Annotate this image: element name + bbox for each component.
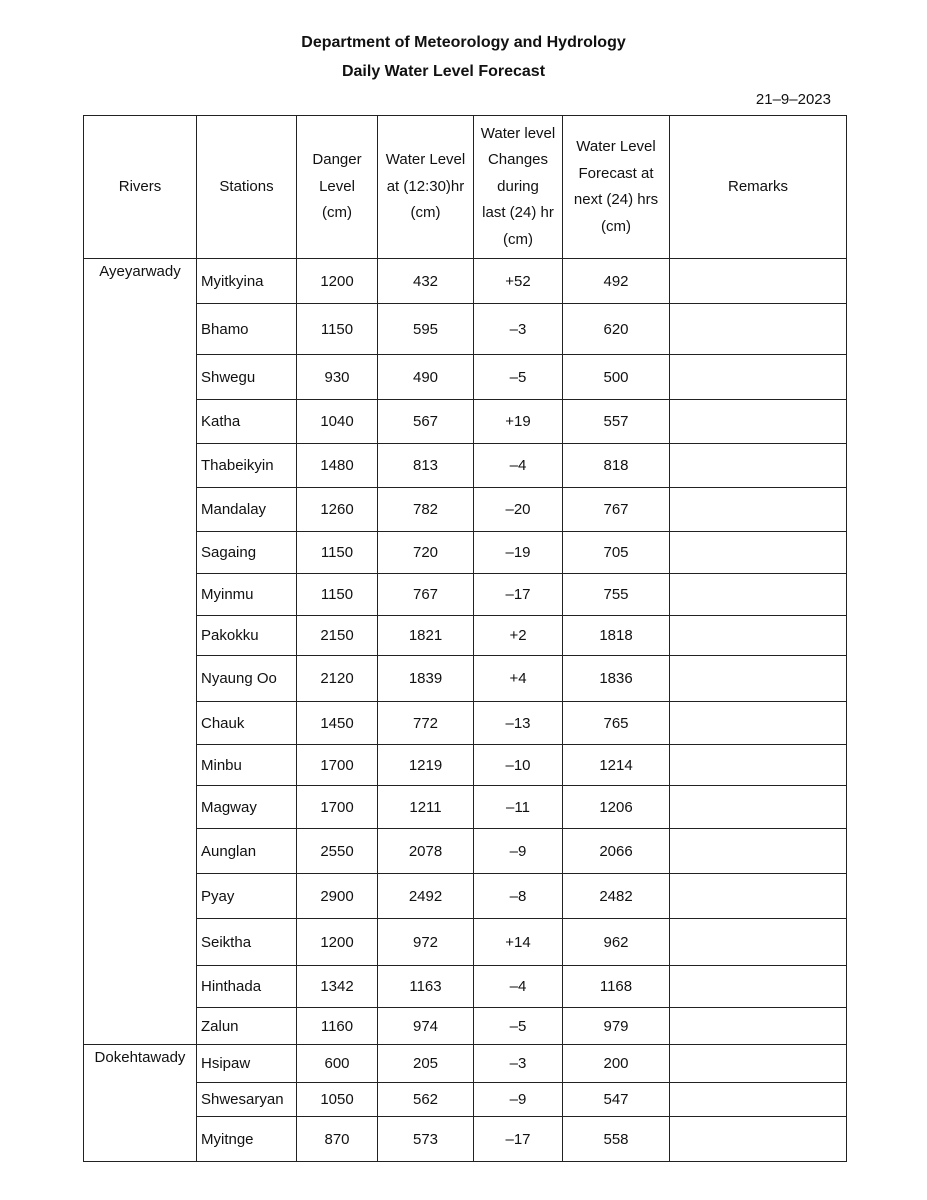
forecast-cell: 962	[563, 919, 670, 966]
remarks-cell	[670, 355, 847, 400]
header-line: Rivers	[118, 177, 162, 195]
header-line: (cm)	[601, 217, 631, 235]
danger-level-cell: 1260	[297, 488, 378, 532]
forecast-cell: 979	[563, 1008, 670, 1045]
level-change-cell: +14	[474, 919, 563, 966]
table-row	[84, 488, 847, 532]
table-row	[84, 1008, 847, 1045]
danger-level-cell: 1150	[297, 574, 378, 616]
danger-level-cell: 1150	[297, 532, 378, 574]
forecast-cell: 500	[563, 355, 670, 400]
danger-level-cell: 1480	[297, 444, 378, 488]
remarks-cell	[670, 259, 847, 304]
header-line: (cm)	[322, 204, 352, 222]
remarks-cell	[670, 656, 847, 702]
danger-level-cell: 870	[297, 1117, 378, 1162]
station-name: Myinmu	[197, 574, 297, 616]
station-name: Minbu	[197, 745, 297, 786]
table-row	[84, 702, 847, 745]
table-row	[84, 1045, 847, 1083]
header-line: Water Level	[576, 138, 656, 155]
level-change-cell: +2	[474, 616, 563, 656]
remarks-cell	[670, 919, 847, 966]
danger-level-cell: 930	[297, 355, 378, 400]
water-level-cell: 1163	[378, 966, 474, 1008]
table-row	[84, 1117, 847, 1162]
remarks-cell	[670, 1045, 847, 1083]
level-change-cell: +19	[474, 400, 563, 444]
header-line: during	[497, 177, 539, 195]
station-name: Hinthada	[197, 966, 297, 1008]
water-level-cell: 2078	[378, 829, 474, 874]
danger-level-cell: 2900	[297, 874, 378, 919]
forecast-cell: 557	[563, 400, 670, 444]
remarks-cell	[670, 1008, 847, 1045]
level-change-cell: –19	[474, 532, 563, 574]
forecast-cell: 492	[563, 259, 670, 304]
header-line: Stations	[219, 177, 274, 195]
water-level-cell: 490	[378, 355, 474, 400]
water-level-cell: 1219	[378, 745, 474, 786]
station-name: Chauk	[197, 702, 297, 745]
danger-level-cell: 1342	[297, 966, 378, 1008]
level-change-header	[474, 116, 563, 259]
water-level-cell: 205	[378, 1045, 474, 1083]
forecast-cell: 1836	[563, 656, 670, 702]
forecast-cell: 767	[563, 488, 670, 532]
table-row	[84, 259, 847, 304]
header-line: Forecast at	[578, 164, 654, 182]
header-line: Remarks	[727, 177, 788, 195]
water-level-cell: 573	[378, 1117, 474, 1162]
remarks-cell	[670, 304, 847, 355]
table-row	[84, 829, 847, 874]
table-row	[84, 355, 847, 400]
level-change-cell: –20	[474, 488, 563, 532]
table-row	[84, 786, 847, 829]
danger-level-cell: 1200	[297, 259, 378, 304]
water-level-cell: 813	[378, 444, 474, 488]
table-row	[84, 656, 847, 702]
station-name: Katha	[197, 400, 297, 444]
level-change-cell: –13	[474, 702, 563, 745]
level-change-cell: –8	[474, 874, 563, 919]
level-change-cell: –4	[474, 966, 563, 1008]
forecast-cell: 1168	[563, 966, 670, 1008]
header-line: next (24) hrs	[573, 191, 659, 208]
level-change-cell: –17	[474, 1117, 563, 1162]
water-level-cell: 1211	[378, 786, 474, 829]
header-line: (cm)	[503, 230, 533, 248]
forecast-cell: 547	[563, 1083, 670, 1117]
table-row	[84, 745, 847, 786]
forecast-cell: 2482	[563, 874, 670, 919]
forecast-cell: 818	[563, 444, 670, 488]
level-change-cell: –3	[474, 1045, 563, 1083]
water-level-cell: 772	[378, 702, 474, 745]
station-name: Hsipaw	[197, 1045, 297, 1083]
level-change-cell: –11	[474, 786, 563, 829]
water-level-cell: 972	[378, 919, 474, 966]
level-change-cell: +52	[474, 259, 563, 304]
station-name: Nyaung Oo	[197, 656, 297, 702]
forecast-cell: 705	[563, 532, 670, 574]
remarks-header	[670, 116, 847, 259]
water-level-cell: 974	[378, 1008, 474, 1045]
station-name: Aunglan	[197, 829, 297, 874]
document-title: Department of Meteorology and Hydrology	[301, 34, 626, 51]
water-level-table	[83, 115, 847, 1162]
forecast-cell: 2066	[563, 829, 670, 874]
level-change-cell: –4	[474, 444, 563, 488]
document-subtitle: Daily Water Level Forecast	[341, 63, 546, 80]
remarks-cell	[670, 574, 847, 616]
water-level-cell: 432	[378, 259, 474, 304]
remarks-cell	[670, 488, 847, 532]
water-level-header	[378, 116, 474, 259]
forecast-cell: 558	[563, 1117, 670, 1162]
header-line: Water level	[480, 124, 556, 142]
danger-level-cell: 1050	[297, 1083, 378, 1117]
water-level-cell: 595	[378, 304, 474, 355]
level-change-cell: –3	[474, 304, 563, 355]
table-row	[84, 400, 847, 444]
remarks-cell	[670, 616, 847, 656]
river-name: Ayeyarwady	[84, 259, 197, 1045]
level-change-cell: –9	[474, 1083, 563, 1117]
forecast-date: 21–9–2023	[755, 91, 831, 108]
station-name: Shwegu	[197, 355, 297, 400]
forecast-cell: 765	[563, 702, 670, 745]
water-level-cell: 767	[378, 574, 474, 616]
station-name: Mandalay	[197, 488, 297, 532]
forecast-cell: 1214	[563, 745, 670, 786]
level-change-cell: +4	[474, 656, 563, 702]
table-row	[84, 616, 847, 656]
danger-level-cell: 1200	[297, 919, 378, 966]
level-change-cell: –10	[474, 745, 563, 786]
remarks-cell	[670, 400, 847, 444]
station-name: Seiktha	[197, 919, 297, 966]
table-row	[84, 574, 847, 616]
table-row	[84, 966, 847, 1008]
station-name: Zalun	[197, 1008, 297, 1045]
danger-level-cell: 1700	[297, 745, 378, 786]
forecast-cell: 620	[563, 304, 670, 355]
danger-level-cell: 1150	[297, 304, 378, 355]
forecast-cell: 200	[563, 1045, 670, 1083]
level-change-cell: –5	[474, 1008, 563, 1045]
station-name: Pyay	[197, 874, 297, 919]
header-line: Level	[319, 177, 355, 195]
remarks-cell	[670, 745, 847, 786]
header-line: at (12:30)hr	[386, 177, 465, 195]
station-name: Bhamo	[197, 304, 297, 355]
water-level-cell: 1839	[378, 656, 474, 702]
station-name: Shwesaryan	[197, 1083, 297, 1117]
danger-level-cell: 1700	[297, 786, 378, 829]
remarks-cell	[670, 1083, 847, 1117]
table-row	[84, 1083, 847, 1117]
header-line: Water Level	[385, 151, 466, 169]
remarks-cell	[670, 966, 847, 1008]
remarks-cell	[670, 874, 847, 919]
station-header	[197, 116, 297, 259]
water-level-cell: 782	[378, 488, 474, 532]
level-change-cell: –9	[474, 829, 563, 874]
header-line: last (24) hr	[482, 204, 554, 222]
header-line: Danger	[312, 151, 362, 169]
table-row	[84, 444, 847, 488]
forecast-cell: 1206	[563, 786, 670, 829]
remarks-cell	[670, 1117, 847, 1162]
river-header	[84, 116, 197, 259]
station-name: Myitkyina	[197, 259, 297, 304]
table-row	[84, 532, 847, 574]
remarks-cell	[670, 532, 847, 574]
water-level-cell: 2492	[378, 874, 474, 919]
station-name: Magway	[197, 786, 297, 829]
water-level-cell: 720	[378, 532, 474, 574]
station-name: Thabeikyin	[197, 444, 297, 488]
remarks-cell	[670, 702, 847, 745]
danger-level-header	[297, 116, 378, 259]
water-level-cell: 1821	[378, 616, 474, 656]
danger-level-cell: 2550	[297, 829, 378, 874]
table-row	[84, 874, 847, 919]
forecast-header	[563, 116, 670, 259]
table-header-row	[84, 116, 847, 259]
header-line: (cm)	[410, 204, 441, 222]
water-level-cell: 562	[378, 1083, 474, 1117]
remarks-cell	[670, 829, 847, 874]
forecast-cell: 755	[563, 574, 670, 616]
danger-level-cell: 600	[297, 1045, 378, 1083]
water-level-cell: 567	[378, 400, 474, 444]
station-name: Sagaing	[197, 532, 297, 574]
danger-level-cell: 1160	[297, 1008, 378, 1045]
danger-level-cell: 1040	[297, 400, 378, 444]
danger-level-cell: 2120	[297, 656, 378, 702]
level-change-cell: –17	[474, 574, 563, 616]
remarks-cell	[670, 444, 847, 488]
table-row	[84, 919, 847, 966]
forecast-cell: 1818	[563, 616, 670, 656]
header-line: Changes	[487, 151, 549, 169]
danger-level-cell: 1450	[297, 702, 378, 745]
remarks-cell	[670, 786, 847, 829]
table-row	[84, 304, 847, 355]
danger-level-cell: 2150	[297, 616, 378, 656]
level-change-cell: –5	[474, 355, 563, 400]
station-name: Myitnge	[197, 1117, 297, 1162]
river-name: Dokehtawady	[84, 1045, 197, 1162]
table-body	[84, 259, 847, 1162]
station-name: Pakokku	[197, 616, 297, 656]
